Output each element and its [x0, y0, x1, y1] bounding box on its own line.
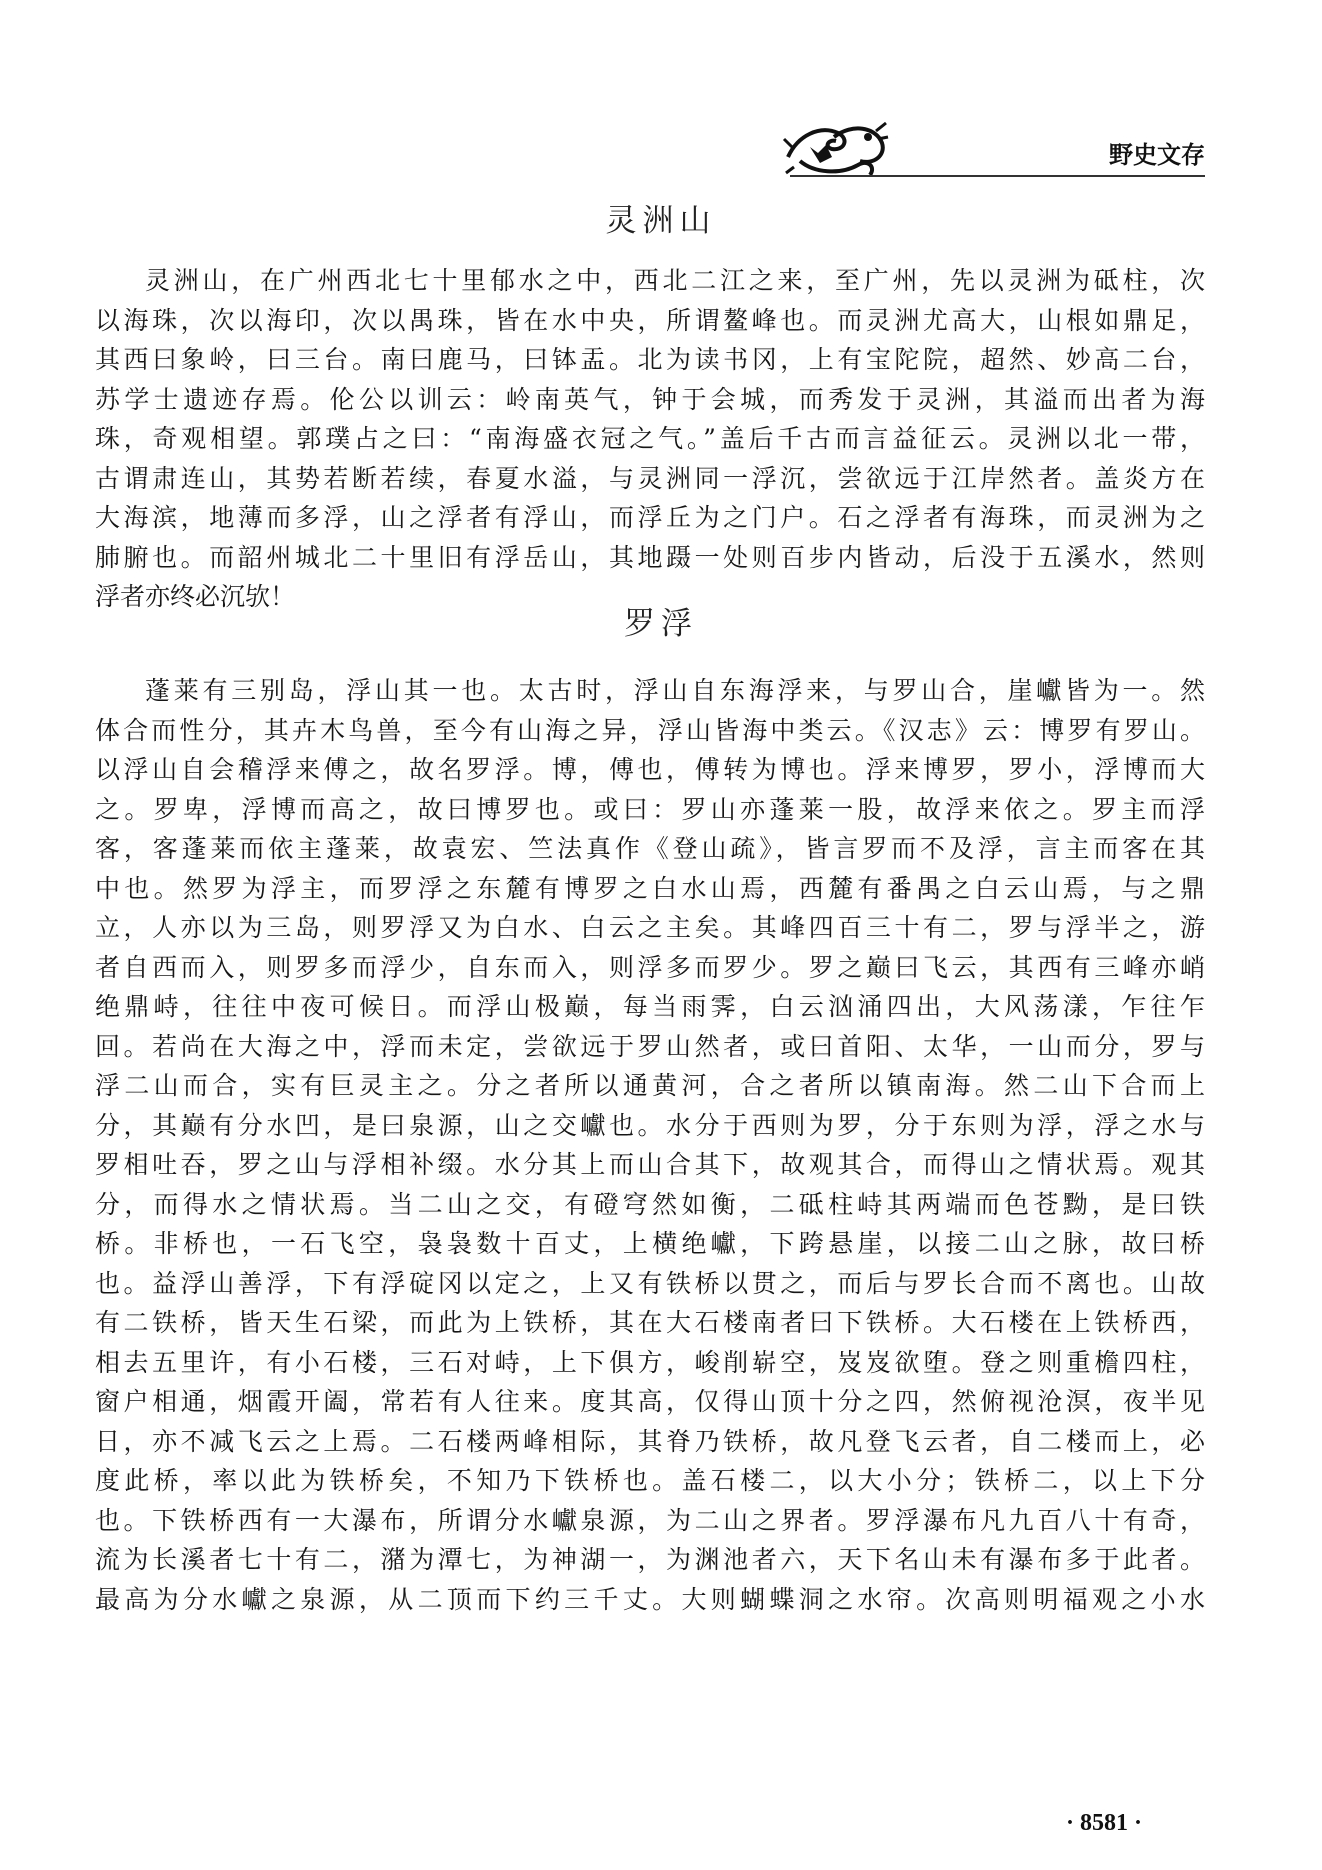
- text-line: 流为长溪者七十有二，潴为潭七，为神湖一，为渊池者六，天下名山未有瀑布多于此者。: [95, 1545, 1205, 1574]
- text-line: 灵洲山，在广州西北七十里郁水之中，西北二江之来，至广州，先以灵洲为砥柱，次: [145, 266, 1205, 295]
- text-line: 罗相吐吞，罗之山与浮相补缀。水分其上而山合其下，故观其合，而得山之情状焉。观其: [95, 1150, 1205, 1179]
- text-line: 以海珠，次以海印，次以禺珠，皆在水中央，所谓鳌峰也。而灵洲尤高大，山根如鼎足，: [95, 305, 1205, 335]
- text-line: 桥。非桥也，一石飞空，袅袅数十百丈，上横绝巘，下跨悬崖，以接二山之脉，故曰桥: [95, 1229, 1205, 1258]
- dragon-emblem-icon: [780, 117, 890, 179]
- section-title-lingzhoushan: 灵洲山: [605, 203, 717, 239]
- text-line: 其西曰象岭，曰三台。南曰鹿马，曰钵盂。北为读书冈，上有宝陀院，超然、妙高二台，: [95, 345, 1205, 374]
- text-line: 中也。然罗为浮主，而罗浮之东麓有博罗之白水山焉，西麓有番禺之白云山焉，与之鼎: [95, 873, 1205, 903]
- text-line: 回。若尚在大海之中，浮而未定，尝欲远于罗山然者，或曰首阳、太华，一山而分，罗与: [95, 1031, 1205, 1061]
- paragraph-luofu: [95, 671, 1205, 1619]
- text-line: 浮二山而合，实有巨灵主之。分之者所以通黄河，合之者所以镇南海。然二山下合而上: [95, 1071, 1205, 1100]
- header-rule: [790, 175, 1205, 177]
- text-line: 以浮山自会稽浮来傅之，故名罗浮。博，傅也，傅转为博也。浮来博罗，罗小，浮博而大: [95, 755, 1205, 784]
- text-line: 有二铁桥，皆天生石梁，而此为上铁桥，其在大石楼南者曰下铁桥。大石楼在上铁桥西，: [95, 1308, 1205, 1337]
- text-line: 也。下铁桥西有一大瀑布，所谓分水巘泉源，为二山之界者。罗浮瀑布凡九百八十有奇，: [95, 1505, 1205, 1535]
- text-line: 窗户相通，烟霞开阖，常若有人往来。度其高，仅得山顶十分之四，然俯视沧溟，夜半见: [95, 1387, 1205, 1416]
- series-title: 野史文存: [1109, 141, 1205, 169]
- paragraph-lingzhoushan: [95, 261, 1205, 617]
- text-line: 也。益浮山善浮，下有浮碇冈以定之，上又有铁桥以贯之，而后与罗长合而不离也。山故: [95, 1268, 1205, 1298]
- text-line: 立，人亦以为三岛，则罗浮又为白水、白云之主矣。其峰四百三十有二，罗与浮半之，游: [95, 913, 1205, 942]
- text-line: 分，其巅有分水凹，是曰泉源，山之交巘也。水分于西则为罗，分于东则为浮，浮之水与: [95, 1110, 1205, 1140]
- text-line: 蓬莱有三别岛，浮山其一也。太古时，浮山自东海浮来，与罗山合，崖巘皆为一。然: [145, 676, 1205, 705]
- text-line: 浮者亦终必沉欤！: [95, 582, 296, 611]
- text-line: 绝鼎峙，往往中夜可候日。而浮山极巅，每当雨霁，白云汹涌四出，大风荡漾，乍往乍: [95, 992, 1205, 1021]
- running-header: [780, 95, 1205, 185]
- section-title-luofu: 罗浮: [624, 606, 698, 642]
- page-number: · 8581 ·: [1065, 1810, 1142, 1836]
- text-line: 者自西而入，则罗多而浮少，自东而入，则浮多而罗少。罗之巅曰飞云，其西有三峰亦峭: [95, 952, 1205, 982]
- text-line: 古谓肃连山，其势若断若续，春夏水溢，与灵洲同一浮沉，尝欲远于江岸然者。盖炎方在: [95, 463, 1205, 493]
- text-line: 客，客蓬莱而依主蓬莱，故袁宏、竺法真作《登山疏》，皆言罗而不及浮，言主而客在其: [95, 834, 1205, 863]
- text-line: 大海滨，地薄而多浮，山之浮者有浮山，而浮丘为之门户。石之浮者有海珠，而灵洲为之: [95, 503, 1205, 532]
- text-line: 分，而得水之情状焉。当二山之交，有磴穹然如衡，二砥柱峙其两端而色苍黝，是曰铁: [95, 1189, 1205, 1219]
- text-line: 度此桥，率以此为铁桥矣，不知乃下铁桥也。盖石楼二，以大小分；铁桥二，以上下分: [95, 1466, 1205, 1495]
- text-line: 相去五里许，有小石楼，三石对峙，上下俱方，峻削崭空，岌岌欲堕。登之则重檐四柱，: [95, 1347, 1205, 1377]
- text-line: 苏学士遗迹存焉。伦公以训云：岭南英气，钟于会城，而秀发于灵洲，其溢而出者为海: [95, 384, 1205, 414]
- text-line: 体合而性分，其卉木鸟兽，至今有山海之异，浮山皆海中类云。《汉志》云：博罗有罗山。: [95, 715, 1205, 745]
- text-line: 肺腑也。而韶州城北二十里旧有浮岳山，其地蹑一处则百步内皆动，后没于五溪水，然则: [95, 542, 1205, 572]
- text-line: 之。罗卑，浮博而高之，故曰博罗也。或曰：罗山亦蓬莱一股，故浮来依之。罗主而浮: [95, 794, 1205, 824]
- text-line: 最高为分水巘之泉源，从二顶而下约三千丈。大则蝴蝶洞之水帘。次高则明福观之小水: [95, 1584, 1205, 1614]
- text-line: 日，亦不减飞云之上焉。二石楼两峰相际，其脊乃铁桥，故凡登飞云者，自二楼而上，必: [95, 1426, 1205, 1456]
- text-line: 珠，奇观相望。郭璞占之曰：“南海盛衣冠之气。”盖后千古而言益征云。灵洲以北一带，: [95, 424, 1205, 453]
